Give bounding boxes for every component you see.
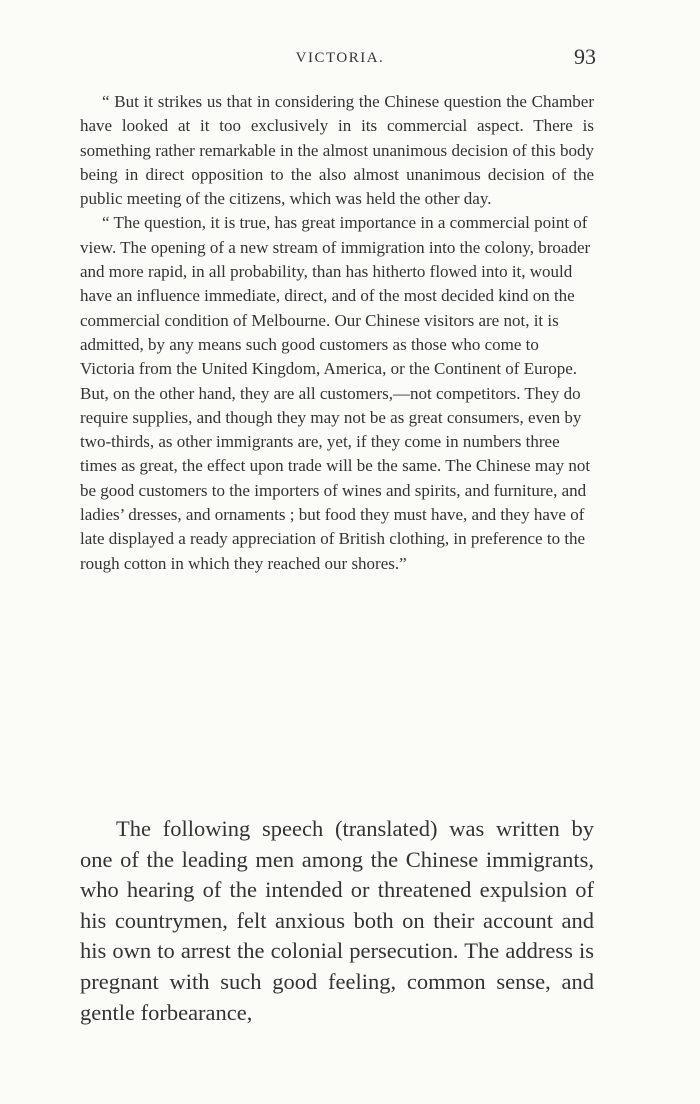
body-paragraph: The following speech (translated) was written by one of the leading men among the Chinese immigrants, who hearing of the intended or threatened expulsion of his countrymen, felt anxious both on their account and his own to arrest the colonial persecution. The address is pregnant with such good feeling, common sense, and gentle forbearance, — [80, 816, 594, 1025]
quote-paragraph-2: “ The question, it is true, has great importance in a commercial point of view. The opening of a new stream of immigration into the colony, broader and more rapid, in all probability, than has hitherto flowed into it, would have an influence immediate, direct, and of the most decided kind on the commercial condition of Melbourne. Our Chinese visitors are not, it is admitted, by any means such good customers as those who come to Victoria from the United Kingdom, America, or the Continent of Europe. But, on the other hand, they are all customers,—not competitors. They do require supplies, and though they may not be as great consumers, even by two-thirds, as other immigrants are, yet, if they come in numbers three times as great, the effect upon trade will be the same. The Chinese may not be good customers to the importers of wines and spirits, and furniture, and ladies’ dresses, and ornaments ; but food they must have, and they have of late displayed a ready appreciation of British clothing, in preference to the rough cotton in which they reached our shores.” — [80, 213, 591, 573]
quote-paragraph-1: “ But it strikes us that in considering the Chinese question the Chamber have looked at it too exclusively in its commercial aspect. There is something rather remarkable in the almost unanimous decision of this body being in direct opposition to the also almost unanimous decision of the public meeting of the citizens, which was held the other day. — [80, 92, 594, 209]
page-header — [80, 44, 600, 74]
page-number: 93 — [574, 44, 596, 69]
running-title: VICTORIA. — [295, 50, 385, 66]
quoted-passage — [80, 90, 594, 576]
body-text — [80, 814, 594, 1028]
